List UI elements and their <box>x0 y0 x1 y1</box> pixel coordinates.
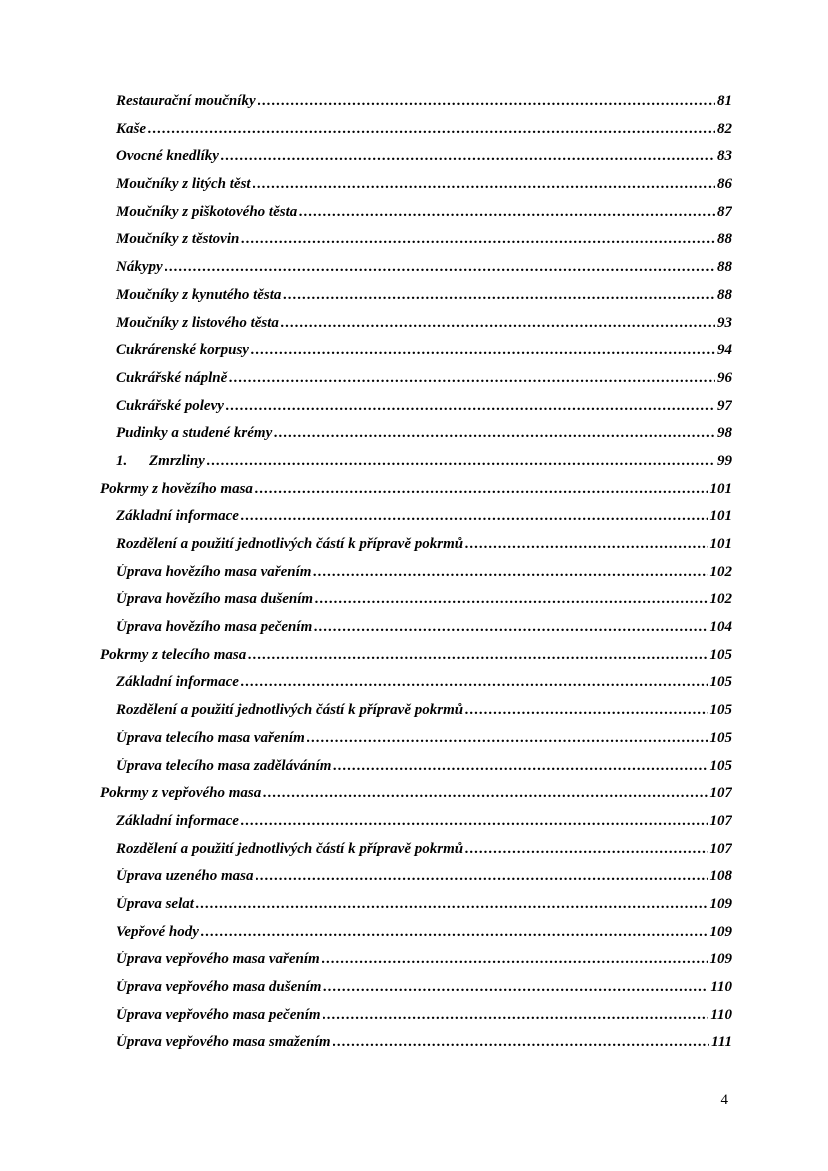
toc-entry-label: Úprava vepřového masa vařením <box>116 951 320 968</box>
toc-entry-label: Moučníky z piškotového těsta <box>116 203 298 220</box>
toc-entry-label: Pudinky a studené krémy <box>116 425 273 442</box>
toc-dot-leader <box>322 951 708 968</box>
toc-entry-page: 109 <box>709 895 732 912</box>
toc-dot-leader <box>281 315 715 332</box>
toc-dot-leader <box>241 231 715 248</box>
toc-entry <box>100 231 732 259</box>
toc-dot-leader <box>229 370 715 387</box>
toc-entry <box>100 1007 732 1035</box>
toc-dot-leader <box>323 1007 709 1024</box>
toc-dot-leader <box>226 398 715 415</box>
toc-entry-label: Úprava hovězího masa vařením <box>116 563 312 580</box>
toc-entry <box>100 564 732 592</box>
toc-entry-page: 105 <box>709 674 732 691</box>
toc-entry-label: Ovocné knedlíky <box>116 148 219 165</box>
footer-page-number: 4 <box>720 1092 728 1108</box>
toc-entry-page: 101 <box>709 536 732 552</box>
toc-entry <box>100 398 732 426</box>
toc-entry-page: 98 <box>717 425 732 442</box>
toc-entry-label: Základní informace <box>116 508 239 525</box>
toc-dot-leader <box>148 121 715 138</box>
toc-dot-leader <box>299 204 715 221</box>
toc-entry <box>100 342 732 370</box>
toc-entry-label: Moučníky z litých těst <box>116 176 251 193</box>
toc-entry <box>100 425 732 453</box>
toc-entry <box>100 674 732 702</box>
toc-entry-label: Moučníky z kynutého těsta <box>116 286 282 303</box>
toc-dot-leader <box>241 813 708 830</box>
toc-entry-label: Úprava telecího masa vařením <box>116 729 305 746</box>
toc-entry <box>100 259 732 287</box>
toc-dot-leader <box>201 924 708 941</box>
toc-dot-leader <box>323 979 708 996</box>
toc-entry-label: Rozdělení a použití jednotlivých částí k přípravě pokrmů <box>116 840 464 857</box>
toc-entry <box>100 924 732 952</box>
toc-entry <box>100 1034 732 1062</box>
toc-dot-leader <box>313 564 707 581</box>
toc-entry-page: 107 <box>709 812 732 829</box>
toc-entry-label: Cukrářské náplně <box>116 369 228 386</box>
toc-entry-page: 83 <box>717 148 732 165</box>
toc-dot-leader <box>256 868 708 885</box>
toc-entry-page: 96 <box>717 369 732 386</box>
toc-entry-label: Pokrmy z vepřového masa <box>100 785 262 802</box>
toc-dot-leader <box>315 591 707 608</box>
toc-entry-page: 102 <box>709 563 732 580</box>
toc-entry <box>100 951 732 979</box>
toc-entry <box>100 647 732 675</box>
toc-dot-leader <box>221 148 715 165</box>
toc-list <box>100 93 732 1062</box>
toc-dot-leader <box>263 785 707 802</box>
toc-dot-leader <box>248 647 707 664</box>
toc-entry-label: Nákypy <box>116 259 163 276</box>
toc-entry-label: Úprava vepřového masa pečením <box>116 1006 321 1023</box>
toc-dot-leader <box>251 342 715 359</box>
toc-entry-label: Úprava vepřového masa smažením <box>116 1034 331 1051</box>
toc-entry-page: 110 <box>710 1006 732 1023</box>
toc-entry-number: 1. <box>116 452 128 469</box>
toc-entry-label: Moučníky z listového těsta <box>116 314 279 331</box>
toc-entry <box>100 204 732 232</box>
toc-entry <box>100 591 732 619</box>
toc-dot-leader <box>241 674 708 691</box>
toc-entry <box>100 868 732 896</box>
toc-entry-label: Základní informace <box>116 674 239 691</box>
toc-entry <box>100 813 732 841</box>
toc-entry-label: Úprava uzeného masa <box>116 868 254 885</box>
toc-entry-page: 108 <box>709 868 732 885</box>
toc-entry-page: 105 <box>709 702 732 719</box>
toc-entry-page: 107 <box>709 840 732 857</box>
toc-dot-leader <box>196 896 708 913</box>
toc-dot-leader <box>333 758 707 775</box>
toc-entry-page: 93 <box>717 314 732 331</box>
toc-entry <box>100 481 732 509</box>
toc-entry <box>100 453 732 481</box>
toc-dot-leader <box>207 453 715 470</box>
toc-entry <box>100 121 732 149</box>
toc-entry-page: 109 <box>709 923 732 940</box>
toc-entry-label: Kaše <box>116 120 146 137</box>
toc-dot-leader <box>241 508 708 525</box>
toc-dot-leader <box>465 841 707 858</box>
toc-entry <box>100 508 732 536</box>
toc-entry-page: 88 <box>717 286 732 303</box>
toc-entry-page: 102 <box>709 591 732 608</box>
toc-entry <box>100 702 732 730</box>
toc-entry <box>100 785 732 813</box>
toc-dot-leader <box>255 481 708 498</box>
toc-entry <box>100 536 732 564</box>
toc-entry-page: 105 <box>709 729 732 746</box>
toc-entry-page: 110 <box>710 979 732 995</box>
toc-entry <box>100 93 732 121</box>
toc-entry <box>100 758 732 786</box>
toc-entry-label: Pokrmy z telecího masa <box>100 646 247 663</box>
toc-entry <box>100 730 732 758</box>
toc-entry-page: 94 <box>717 342 732 359</box>
toc-entry-page: 109 <box>709 951 732 968</box>
toc-dot-leader <box>465 702 707 719</box>
toc-entry-page: 105 <box>709 757 732 774</box>
toc-entry <box>100 315 732 343</box>
toc-entry <box>100 896 732 924</box>
toc-entry-label: Restaurační moučníky <box>116 93 256 109</box>
toc-entry-page: 104 <box>709 619 732 636</box>
toc-entry <box>100 370 732 398</box>
toc-entry-label: Rozdělení a použití jednotlivých částí k přípravě pokrmů <box>116 536 464 552</box>
toc-entry-page: 107 <box>709 785 732 802</box>
toc-entry-page: 88 <box>717 259 732 276</box>
toc-entry-page: 111 <box>711 1034 732 1051</box>
toc-entry <box>100 176 732 204</box>
toc-dot-leader <box>333 1034 710 1051</box>
toc-entry <box>100 287 732 315</box>
toc-entry-label: Moučníky z těstovin <box>116 231 240 248</box>
toc-entry-label: Cukrárenské korpusy <box>116 342 249 359</box>
toc-dot-leader <box>165 259 715 276</box>
toc-dot-leader <box>253 176 715 193</box>
toc-entry-label: Úprava selat <box>116 895 194 912</box>
toc-entry-page: 81 <box>717 93 732 109</box>
toc-entry-page: 86 <box>717 176 732 193</box>
toc-entry-label: Úprava hovězího masa dušením <box>116 591 314 608</box>
toc-dot-leader <box>465 536 707 553</box>
toc-entry-label: Základní informace <box>116 812 239 829</box>
toc-entry-label: Vepřové hody <box>116 923 199 940</box>
toc-entry-label: Rozdělení a použití jednotlivých částí k přípravě pokrmů <box>116 702 464 719</box>
toc-entry-page: 88 <box>717 231 732 248</box>
toc-entry-page: 101 <box>709 508 732 525</box>
toc-entry-label: Úprava hovězího masa pečením <box>116 619 313 636</box>
toc-entry-page: 97 <box>717 397 732 414</box>
toc-entry <box>100 148 732 176</box>
toc-entry-page: 82 <box>717 120 732 137</box>
toc-entry-page: 87 <box>717 203 732 220</box>
toc-dot-leader <box>283 287 715 304</box>
toc-entry-label: Úprava telecího masa zaděláváním <box>116 757 332 774</box>
toc-entry-label: Zmrzliny <box>149 452 205 469</box>
toc-entry-label: Pokrmy z hovězího masa <box>100 480 253 497</box>
toc-dot-leader <box>307 730 708 747</box>
toc-entry <box>100 619 732 647</box>
toc-dot-leader <box>314 619 707 636</box>
toc-entry-page: 105 <box>709 646 732 663</box>
toc-dot-leader <box>258 93 715 110</box>
toc-entry-label: Cukrářské polevy <box>116 397 224 414</box>
toc-dot-leader <box>274 425 715 442</box>
toc-entry-page: 101 <box>709 480 732 497</box>
toc-entry <box>100 979 732 1007</box>
toc-entry-page: 99 <box>717 452 732 469</box>
toc-entry-label: Úprava vepřového masa dušením <box>116 979 322 995</box>
toc-entry <box>100 841 732 869</box>
